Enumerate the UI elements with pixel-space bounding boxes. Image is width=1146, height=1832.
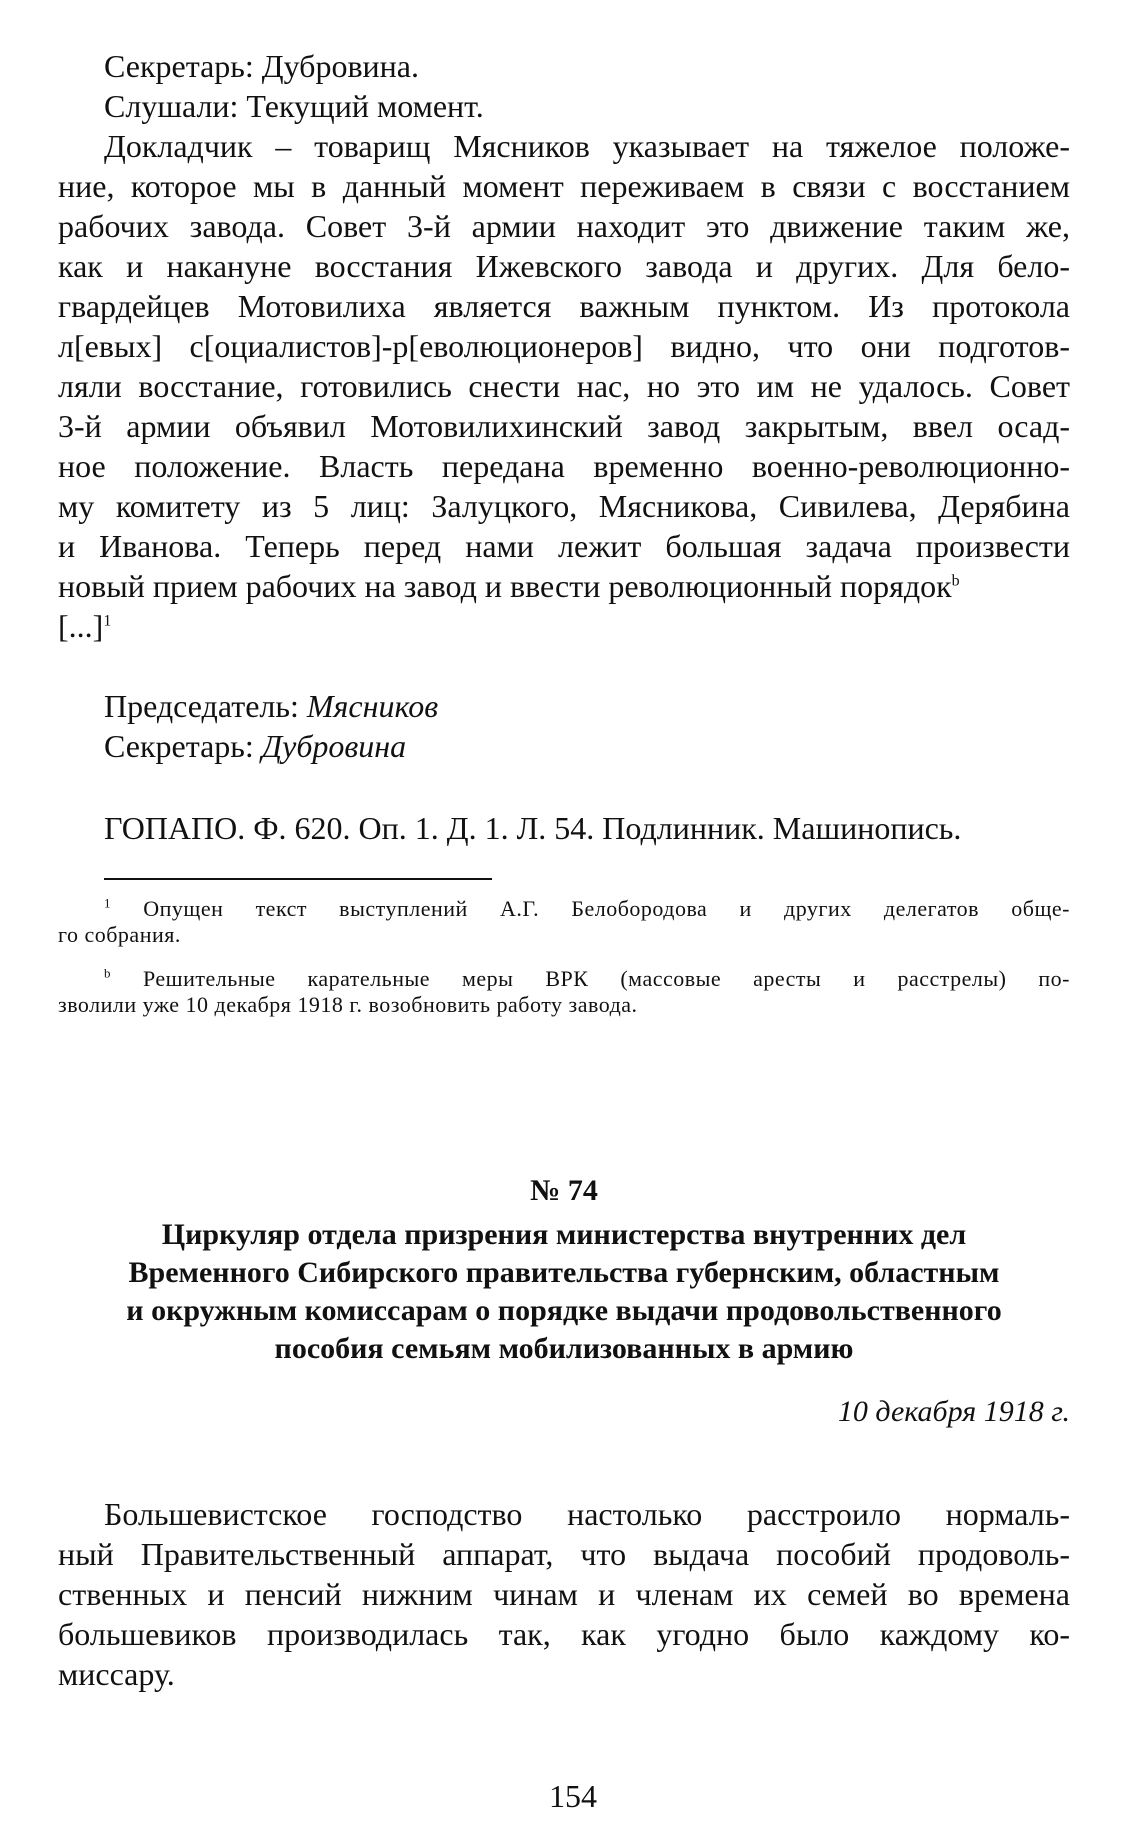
footnote-b-mark: b — [104, 965, 111, 981]
secretary-label: Секретарь: — [104, 728, 262, 764]
report-line-text: новый прием рабочих на завод и ввести революционный порядок — [58, 568, 952, 604]
report-last-line — [58, 566, 1070, 606]
footnote-1-text: Опущен текст выступлений А.Г. Белобородова и других делегатов обще- — [143, 896, 1070, 921]
report-line: рабочих завода. Совет 3-й армии находит это движение таким же, — [58, 208, 1070, 244]
body-line: ный Правительственный аппарат, что выдача пособий продоволь- — [58, 1536, 1070, 1572]
document-title-line: Циркуляр отдела призрения министерства внутренних дел — [161, 1218, 967, 1251]
chair-name: Мясников — [306, 688, 439, 724]
chair-label: Председатель: — [104, 688, 307, 724]
footnote-1-line: го собрания. — [58, 922, 181, 947]
archive-reference: ГОПАПО. Ф. 620. Оп. 1. Д. 1. Л. 54. Подлинник. Машинопись. — [104, 810, 962, 846]
report-line: как и накануне восстания Ижевского завода и других. Для бело- — [58, 248, 1070, 284]
secretary-name: Дубровина — [261, 728, 407, 764]
footnote-ref-1: 1 — [103, 612, 112, 630]
footnote-b-text: Решительные карательные меры ВРК (массовые аресты и расстрелы) по- — [142, 966, 1070, 991]
footnote-ref-b: b — [951, 572, 960, 590]
footnote-1-line — [104, 896, 1070, 922]
secretary-signature — [104, 726, 1070, 766]
document-title-line: пособия семьям мобилизованных в армию — [274, 1332, 854, 1365]
document-title-line: Временного Сибирского правительства губернским, областным — [128, 1256, 1000, 1289]
report-line: Докладчик – товарищ Мясников указывает на тяжелое положе- — [104, 128, 1070, 164]
secretary-line: Секретарь: Дубровина. — [104, 48, 419, 84]
body-line: большевиков производилась так, как угодно было каждому ко- — [58, 1616, 1070, 1652]
report-line: му комитету из 5 лиц: Залуцкого, Мясникова, Сивилева, Дерябина — [58, 488, 1070, 524]
report-line: л[евых] с[оциалистов]-р[еволюционеров] видно, что они подготов- — [58, 328, 1070, 364]
report-line: 3-й армии объявил Мотовилихинский завод закрытым, ввел осад- — [58, 408, 1070, 444]
footnote-b-line: зволили уже 10 декабря 1918 г. возобновить работу завода. — [58, 992, 638, 1017]
document-number: № 74 — [530, 1174, 598, 1207]
document-title-line: и окружным комиссарам о порядке выдачи продовольственного — [126, 1294, 1002, 1327]
body-line: ственных и пенсий нижним чинам и членам их семей во времена — [58, 1576, 1070, 1612]
page-number: 154 — [549, 1778, 597, 1814]
report-line: ние, которое мы в данный момент переживаем в связи с восстанием — [58, 168, 1070, 204]
omission-mark: [...] — [58, 608, 104, 644]
report-line: гвардейцев Мотовилиха является важным пунктом. Из протокола — [58, 288, 1070, 324]
body-line: миссару. — [58, 1656, 175, 1692]
omission-line — [58, 606, 1070, 646]
footnote-divider — [104, 878, 492, 880]
report-line: ляли восстание, готовились снести нас, но это им не удалось. Совет — [58, 368, 1070, 404]
report-line: ное положение. Власть передана временно военно-революционно- — [58, 448, 1070, 484]
body-line: Большевистское господство настолько расстроило нормаль- — [104, 1496, 1070, 1532]
chair-signature — [104, 686, 1070, 726]
footnote-b-line — [104, 966, 1070, 992]
heard-line: Слушали: Текущий момент. — [104, 88, 484, 124]
report-line: и Иванова. Теперь перед нами лежит большая задача произвести — [58, 528, 1070, 564]
document-date: 10 декабря 1918 г. — [837, 1395, 1070, 1428]
footnote-1-mark: 1 — [104, 895, 111, 911]
